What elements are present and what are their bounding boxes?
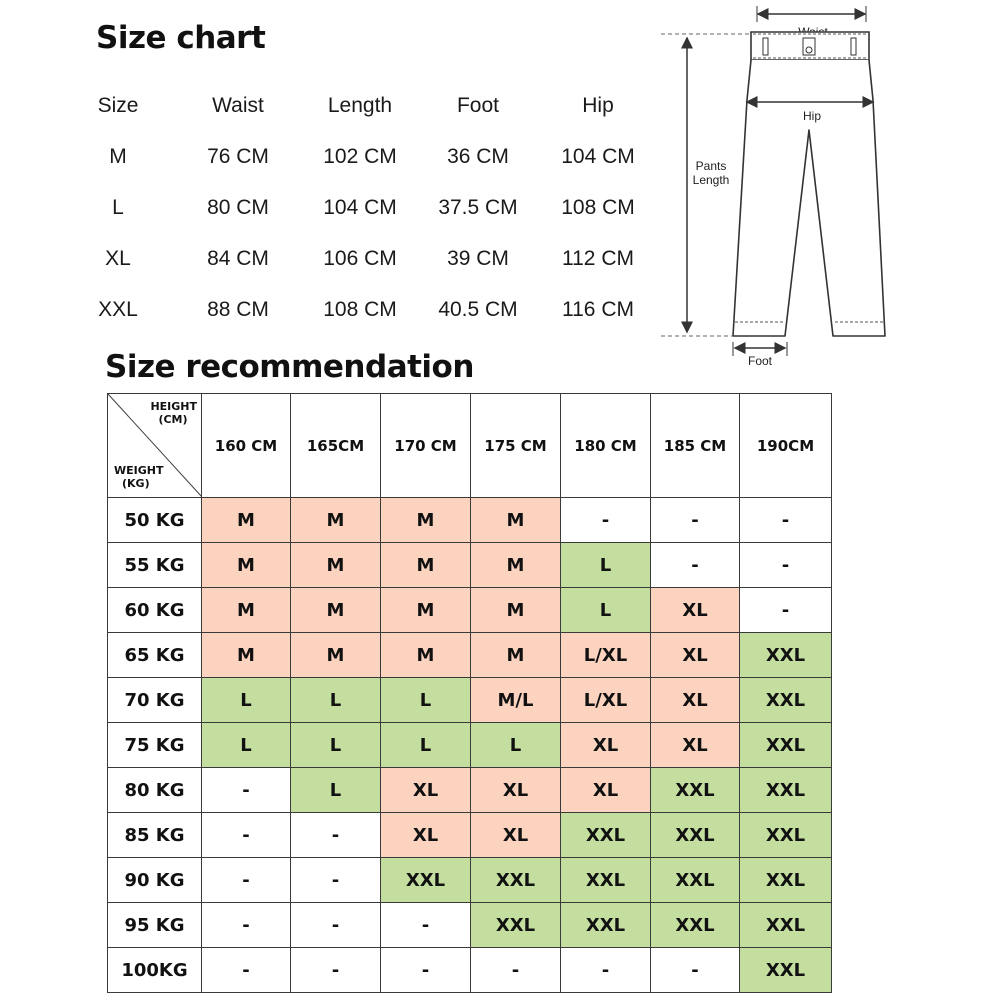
size-recommendation-cell: - [740, 588, 832, 633]
weight-label-cell: 85 KG [108, 813, 202, 858]
size-recommendation-cell: XXL [740, 858, 832, 903]
size-recommendation-cell: - [291, 903, 381, 948]
height-header-cell: 160 CM [202, 394, 291, 498]
hip-label: Hip [802, 109, 822, 123]
size-recommendation-cell: XXL [651, 903, 740, 948]
size-recommendation-cell: - [651, 543, 740, 588]
size-recommendation-cell: XL [651, 678, 740, 723]
length-cell: 102 CM [323, 145, 397, 168]
size-recommendation-cell: - [381, 948, 471, 993]
weight-label-cell: 100KG [108, 948, 202, 993]
size-cell: XL [105, 247, 131, 270]
length-cell: 104 CM [323, 196, 397, 219]
weight-label-cell: 65 KG [108, 633, 202, 678]
size-recommendation-cell: M [381, 588, 471, 633]
size-recommendation-cell: - [471, 948, 561, 993]
size-recommendation-cell: L [381, 678, 471, 723]
size-recommendation-cell: L [202, 723, 291, 768]
foot-cell: 40.5 CM [438, 298, 518, 321]
weight-label-cell: 55 KG [108, 543, 202, 588]
weight-row [108, 858, 832, 903]
waist-cell: 80 CM [207, 196, 269, 219]
size-recommendation-cell: - [740, 498, 832, 543]
size-recommendation-cell: XXL [740, 813, 832, 858]
size-recommendation-cell: M [291, 543, 381, 588]
size-recommendation-cell: XL [561, 768, 651, 813]
weight-row [108, 633, 832, 678]
corner-header-cell [108, 394, 202, 498]
size-chart-row [70, 239, 670, 279]
size-recommendation-cell: L [381, 723, 471, 768]
size-recommendation-cell: XXL [381, 858, 471, 903]
waist-cell: 76 CM [207, 145, 269, 168]
size-recommendation-cell: XXL [740, 723, 832, 768]
size-recommendation-cell: XL [471, 813, 561, 858]
weight-row [108, 948, 832, 993]
size-recommendation-cell: L [291, 678, 381, 723]
size-recommendation-cell: M [291, 588, 381, 633]
size-recommendation-cell: - [202, 948, 291, 993]
weight-row [108, 498, 832, 543]
size-recommendation-cell: - [202, 813, 291, 858]
size-recommendation-cell: XL [651, 588, 740, 633]
weight-label-cell: 75 KG [108, 723, 202, 768]
header-foot: Foot [456, 94, 500, 117]
size-recommendation-cell: M [202, 633, 291, 678]
size-recommendation-cell: M/L [471, 678, 561, 723]
size-chart-row [70, 290, 670, 330]
foot-cell: 37.5 CM [438, 196, 518, 219]
size-recommendation-cell: XXL [651, 858, 740, 903]
weight-row [108, 678, 832, 723]
size-recommendation-cell: M [202, 498, 291, 543]
weight-row [108, 813, 832, 858]
size-chart-header-row [70, 86, 670, 126]
size-chart-row [70, 188, 670, 228]
height-header-cell: 190CM [740, 394, 832, 498]
size-recommendation-cell: XXL [471, 903, 561, 948]
hip-cell: 112 CM [562, 247, 634, 270]
length-cell: 108 CM [323, 298, 397, 321]
weight-row [108, 543, 832, 588]
size-cell: XXL [98, 298, 138, 321]
size-recommendation-cell: M [291, 633, 381, 678]
size-recommendation-cell: XXL [740, 633, 832, 678]
weight-axis-label [114, 464, 163, 490]
size-recommendation-cell: M [471, 543, 561, 588]
size-recommendation-cell: L/XL [561, 633, 651, 678]
weight-label-cell: 60 KG [108, 588, 202, 633]
size-recommendation-cell: XXL [740, 678, 832, 723]
size-recommendation-cell: M [291, 498, 381, 543]
size-recommendation-cell: XXL [740, 768, 832, 813]
size-recommendation-cell: L [291, 768, 381, 813]
foot-cell: 39 CM [447, 247, 509, 270]
size-recommendation-cell: XL [651, 723, 740, 768]
foot-cell: 36 CM [447, 145, 509, 168]
size-recommendation-cell: M [381, 633, 471, 678]
size-recommendation-cell: M [381, 543, 471, 588]
weight-label-cell: 95 KG [108, 903, 202, 948]
size-recommendation-cell: L [202, 678, 291, 723]
size-recommendation-cell: XL [561, 723, 651, 768]
weight-label-cell: 90 KG [108, 858, 202, 903]
size-recommendation-cell: XXL [471, 858, 561, 903]
length-cell: 106 CM [323, 247, 397, 270]
size-recommendation-cell: M [471, 633, 561, 678]
size-recommendation-cell: - [561, 498, 651, 543]
size-recommendation-cell: L/XL [561, 678, 651, 723]
pants-length-label: Length [692, 173, 730, 187]
weight-label-cell: 80 KG [108, 768, 202, 813]
size-recommendation-cell: - [202, 903, 291, 948]
foot-label: Foot [747, 354, 773, 368]
size-recommendation-cell: M [202, 588, 291, 633]
size-recommendation-cell: - [381, 903, 471, 948]
weight-unit-label: (KG) [122, 477, 150, 490]
size-recommendation-cell: XL [381, 813, 471, 858]
pants-length-label: Pants [695, 159, 727, 173]
size-recommendation-cell: - [291, 813, 381, 858]
size-recommendation-cell: XXL [561, 813, 651, 858]
size-recommendation-cell: XXL [561, 858, 651, 903]
height-header-cell: 185 CM [651, 394, 740, 498]
size-recommendation-cell: XXL [740, 903, 832, 948]
size-recommendation-cell: M [381, 498, 471, 543]
size-recommendation-cell: XXL [561, 903, 651, 948]
size-recommendation-cell: XL [471, 768, 561, 813]
size-chart-title: Size chart [96, 20, 266, 56]
size-recommendation-cell: - [291, 948, 381, 993]
size-recommendation-cell: L [561, 588, 651, 633]
size-recommendation-cell: XXL [651, 813, 740, 858]
height-header-cell: 170 CM [381, 394, 471, 498]
weight-label-cell: 50 KG [108, 498, 202, 543]
header-size: Size [97, 94, 139, 117]
size-recommendation-cell: - [651, 498, 740, 543]
height-header-cell: 180 CM [561, 394, 651, 498]
height-header-row [108, 394, 832, 498]
weight-label-cell: 70 KG [108, 678, 202, 723]
height-axis-label [150, 400, 197, 426]
size-recommendation-cell: M [202, 543, 291, 588]
height-label: HEIGHT [150, 400, 197, 413]
size-recommendation-cell: M [471, 498, 561, 543]
pants-outline-icon [655, 0, 895, 372]
size-recommendation-cell: - [651, 948, 740, 993]
hip-cell: 104 CM [561, 145, 635, 168]
size-recommendation-cell: XL [651, 633, 740, 678]
header-hip: Hip [582, 94, 614, 117]
size-recommendation-cell: XXL [651, 768, 740, 813]
size-recommendation-cell: - [561, 948, 651, 993]
height-unit-label: (CM) [158, 413, 188, 426]
size-chart-row [70, 137, 670, 177]
size-recommendation-cell: - [740, 543, 832, 588]
weight-row [108, 903, 832, 948]
hip-cell: 108 CM [561, 196, 635, 219]
waist-cell: 88 CM [207, 298, 269, 321]
size-recommendation-cell: L [561, 543, 651, 588]
weight-row [108, 723, 832, 768]
size-recommendation-cell: XL [381, 768, 471, 813]
size-recommendation-cell: - [291, 858, 381, 903]
size-recommendation-cell: - [202, 858, 291, 903]
size-recommendation-cell: M [471, 588, 561, 633]
waist-cell: 84 CM [207, 247, 269, 270]
weight-label: WEIGHT [114, 464, 164, 477]
size-recommendation-cell: - [202, 768, 291, 813]
hip-cell: 116 CM [562, 298, 634, 321]
size-recommendation-cell: XXL [740, 948, 832, 993]
size-recommendation-cell: L [291, 723, 381, 768]
size-cell: M [109, 145, 127, 168]
header-waist: Waist [212, 94, 264, 117]
weight-row [108, 588, 832, 633]
pants-measurement-diagram [655, 0, 895, 372]
height-header-cell: 175 CM [471, 394, 561, 498]
header-length: Length [327, 94, 393, 117]
size-recommendation-title: Size recommendation [105, 349, 474, 385]
size-recommendation-cell: L [471, 723, 561, 768]
weight-row [108, 768, 832, 813]
size-recommendation-table [107, 393, 832, 993]
size-cell: L [112, 196, 124, 219]
height-header-cell: 165CM [291, 394, 381, 498]
